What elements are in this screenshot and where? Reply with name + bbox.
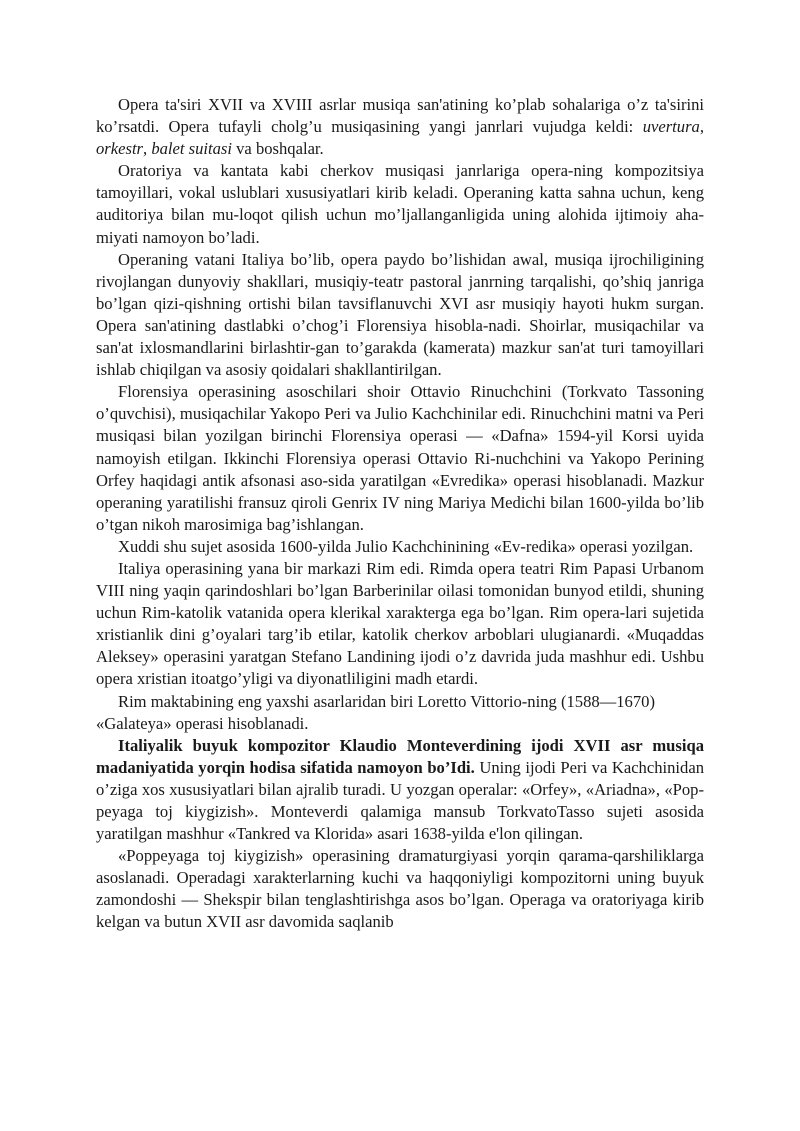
paragraph-poppea: «Poppeyaga toj kiygizish» operasining dramaturgiyasi yorqin qarama-qarshiliklarga asoslanadi. Operadagi xarakterlarning kuchi va haqqoniyligi kompozitorni uning buyuk zamondoshi — Shekspir bilan tenglashtirishga asos bo’lgan. Operaga va oratoriyaga kirib kelgan va butun XVII asr davomida saqlanib	[96, 846, 704, 932]
bold-lead: Italiyalik buyuk kompozitor Klaudio Monteverdining ijodi XVII asr musiqa madaniyatida yorqin hodisa sifatida namoyon bo’Idi.	[96, 735, 704, 777]
italic-term: orkestr	[96, 139, 144, 159]
paragraph-monteverdi: Italiyalik buyuk kompozitor Klaudio Monteverdining ijodi XVII asr musiqa madaniyatida yorqin hodisa sifatida namoyon bo’Idi. Uning ijodi Peri va Kachchinidan o’ziga xos xususiyatlari bilan ajralib turadi. U yozgan operalar: «Orfey», «Ariadna», «Pop-peyaga toj kiygizish». Monteverdi qalamiga mansub TorkvatoTasso sujeti asosida yaratilgan mashhur «Tankred va Klorida» asari 1638-yilda e'lon qilingan.	[96, 735, 704, 844]
paragraph-galateya: Rim maktabining eng yaxshi asarlaridan biri Loretto Vittorio-ning (1588—1670) «Galateya» operasi hisoblanadi.	[96, 691, 655, 733]
paragraph-oratorio: Oratoriya va kantata kabi cherkov musiqasi janrlariga opera-ning kompozitsiya tamoyillari, vokal uslublari xususiyatlari kirib keladi. Operaning katta sahna uchun, keng auditoriya bilan mu-loqot qilish uchun mo’ljallanganligida uning alohida ijtimoiy aha-miyati namoyon bo’ladi.	[96, 161, 704, 247]
paragraph-rome-center: Italiya operasining yana bir markazi Rim edi. Rimda opera teatri Rim Papasi Urbanom VIII ning yaqin qarindoshlari bo’lgan Barberinilar oilasi tomonidan bunyod etildi, shuning uchun Rim-katolik vatanida opera klerikal xarakterga ega bo’lgan. Rim opera-lari sujetida xristianlik dini g’oyalari targ’ib etilar, katolik cherkov arboblari ulugianardi. «Muqaddas Aleksey» operasini yaratgan Stefano Landining ijodi o’z davrida juda mashhur edi. Ushbu opera xristian itoatgo’yligi va diyonatliligini madh etardi.	[96, 558, 704, 689]
document-page	[96, 94, 704, 934]
paragraph-opera-influence: Opera ta'siri XVII va XVIII asrlar musiqa san'atining ko’plab sohalariga o’z ta'sirini ko’rsatdi. Opera tufayli cholg’u musiqasining yangi janrlari vujudga keldi: uvertura, orkestr, balet suitasi va boshqalar.	[96, 95, 704, 159]
paragraph-florence-founders: Florensiya operasining asoschilari shoir Ottavio Rinuchchini (Torkvato Tassoning o’quvchisi), musiqachilar Yakopo Peri va Julio Kachchinilar edi. Rinuchchini matni va Peri musiqasi bilan yozilgan birinchi Florensiya operasi — «Dafna» 1594-yil Korsi uyida namoyish etilgan. Ikkinchi Florensiya operasi Ottavio Ri-nuchchini va Yakopo Perining Orfey haqidagi antik afsonasi aso-sida yaratilgan «Evredika» operasi hisoblanadi. Mazkur operaning yaratilishi fransuz qiroli Genrix IV ning Mariya Medichi bilan 1600-yilda bo’lib o’tgan nikoh marosimiga bag’ishlangan.	[96, 382, 704, 534]
italic-term: balet suitasi	[151, 139, 232, 159]
paragraph-caccini-euridice: Xuddi shu sujet asosida 1600-yilda Julio Kachchinining «Ev-redika» operasi yozilgan.	[118, 536, 694, 556]
paragraph-italy-homeland: Operaning vatani Italiya bo’lib, opera paydo bo’lishidan awal, musiqa ijrochiligining rivojlangan dunyoviy shakllari, musiqiy-teatr pastoral janrning tarqalishi, qo’shiq janriga bo’lgan qizi-qishning ortishi bilan tavsiflanuvchi XVI asr musiqiy hayoti hukm surgan. Opera san'atining dastlabki o’chog’i Florensiya hisobla-nadi. Shoirlar, musiqachilar va san'at ixlosmandlarini birlashtir-gan to’garakda (kamerata) mazkur san'at turi tamoyillari ishlab chiqilgan va asosiy qoidalari shakllantirilgan.	[96, 249, 704, 380]
italic-term: uvertura	[642, 117, 700, 137]
